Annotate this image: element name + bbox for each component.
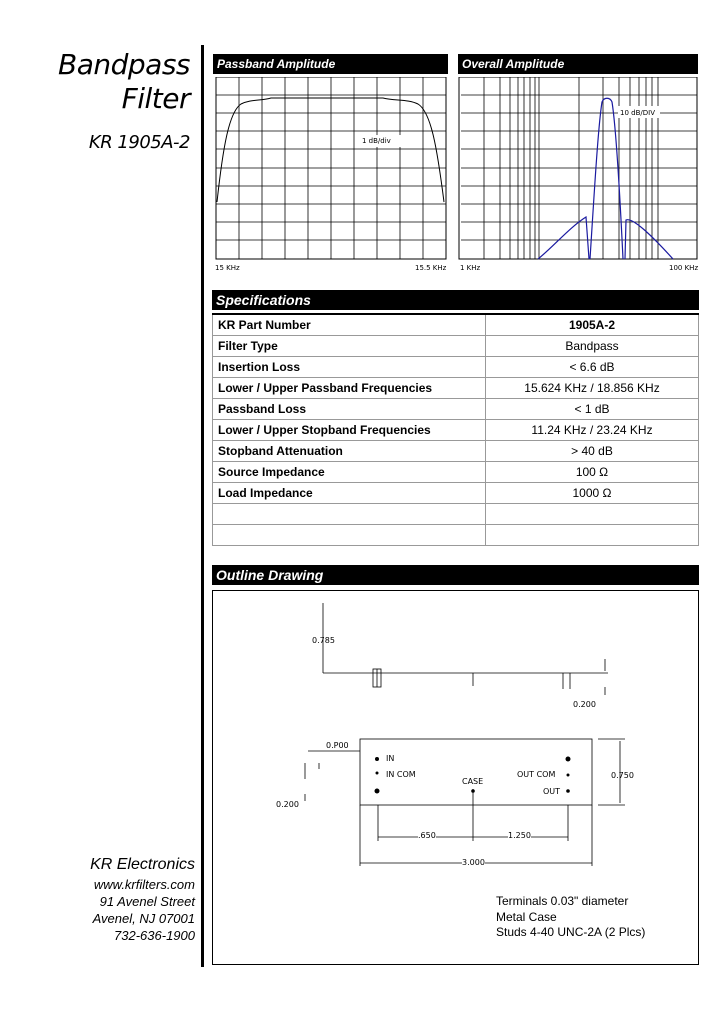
spec-label: Lower / Upper Stopband Frequencies	[213, 420, 486, 441]
note-line: Terminals 0.03" diameter	[496, 894, 629, 908]
spec-label: Load Impedance	[213, 483, 486, 504]
spec-row	[213, 441, 699, 462]
spec-row	[213, 336, 699, 357]
part-number-title: KR 1905A-2	[88, 132, 190, 153]
spec-label: Source Impedance	[213, 462, 486, 483]
company-phone: 732-636-1900	[114, 928, 195, 943]
note-line: Studs 4-40 UNC-2A (2 Plcs)	[496, 925, 646, 939]
dim-spacing-2: 1.250	[508, 831, 531, 840]
dim-width: 0.750	[611, 771, 634, 780]
specifications-header: Specifications	[212, 290, 699, 310]
spec-label: Lower / Upper Passband Frequencies	[213, 378, 486, 399]
spec-row	[213, 462, 699, 483]
drawing-notes	[496, 894, 645, 941]
overall-x-start: 1 KHz	[460, 264, 481, 272]
overall-x-end: 100 KHz	[669, 264, 699, 272]
spec-row	[213, 504, 699, 525]
spec-value: 15.624 KHz / 18.856 KHz	[486, 378, 699, 399]
spec-row	[213, 483, 699, 504]
dim-height: 0.785	[312, 636, 335, 645]
dim-length: 3.000	[462, 858, 485, 867]
pin-out-label: OUT	[543, 787, 561, 796]
spec-value	[486, 504, 699, 525]
spec-value: < 6.6 dB	[486, 357, 699, 378]
spec-value: > 40 dB	[486, 441, 699, 462]
spec-label	[213, 525, 486, 546]
spec-label: Filter Type	[213, 336, 486, 357]
spec-value: 11.24 KHz / 23.24 KHz	[486, 420, 699, 441]
pin-case-label: CASE	[462, 777, 484, 786]
dim-stud: 0.200	[573, 700, 596, 709]
overall-chart	[458, 77, 699, 260]
spec-row	[213, 525, 699, 546]
spec-value: Bandpass	[486, 336, 699, 357]
spec-value: 1000 Ω	[486, 483, 699, 504]
spec-label	[213, 504, 486, 525]
dim-offset: 0.P00	[326, 741, 349, 750]
note-line: Metal Case	[496, 909, 557, 924]
overall-grid	[461, 77, 697, 259]
overall-chart-header: Overall Amplitude	[458, 54, 698, 74]
spec-row	[213, 314, 699, 336]
specifications-table	[212, 313, 699, 546]
passband-x-start: 15 KHz	[215, 264, 240, 272]
spec-label: Stopband Attenuation	[213, 441, 486, 462]
company-street: 91 Avenel Street	[99, 894, 195, 909]
spec-label: KR Part Number	[213, 314, 486, 336]
product-subtitle: Filter	[121, 82, 190, 115]
passband-scale-label: 1 dB/div	[362, 137, 391, 145]
spec-row	[213, 378, 699, 399]
pin-in-label: IN	[386, 754, 395, 763]
overall-response-curve	[538, 98, 673, 259]
spec-row	[213, 357, 699, 378]
spec-value: < 1 dB	[486, 399, 699, 420]
passband-chart	[213, 77, 448, 260]
passband-chart-header: Passband Amplitude	[213, 54, 448, 74]
spec-row	[213, 420, 699, 441]
passband-x-end: 15.5 KHz	[415, 264, 447, 272]
dim-spacing-1: .650	[418, 831, 436, 840]
spec-value	[486, 525, 699, 546]
product-title: Bandpass	[58, 48, 190, 81]
spec-label: Passband Loss	[213, 399, 486, 420]
spec-label: Insertion Loss	[213, 357, 486, 378]
pin-in-com-label: IN COM	[386, 770, 416, 779]
vertical-divider	[201, 45, 204, 967]
outline-drawing-header: Outline Drawing	[212, 565, 699, 585]
pin-out-com-label: OUT COM	[517, 770, 556, 779]
dim-pin: 0.200	[276, 800, 299, 809]
company-website[interactable]: www.krfilters.com	[93, 877, 195, 892]
passband-grid	[216, 77, 446, 259]
overall-scale-label: 10 dB/DIV	[620, 109, 655, 117]
spec-value: 1905A-2	[486, 314, 699, 336]
company-city: Avenel, NJ 07001	[92, 911, 195, 926]
spec-row	[213, 399, 699, 420]
company-name: KR Electronics	[90, 856, 195, 873]
spec-value: 100 Ω	[486, 462, 699, 483]
